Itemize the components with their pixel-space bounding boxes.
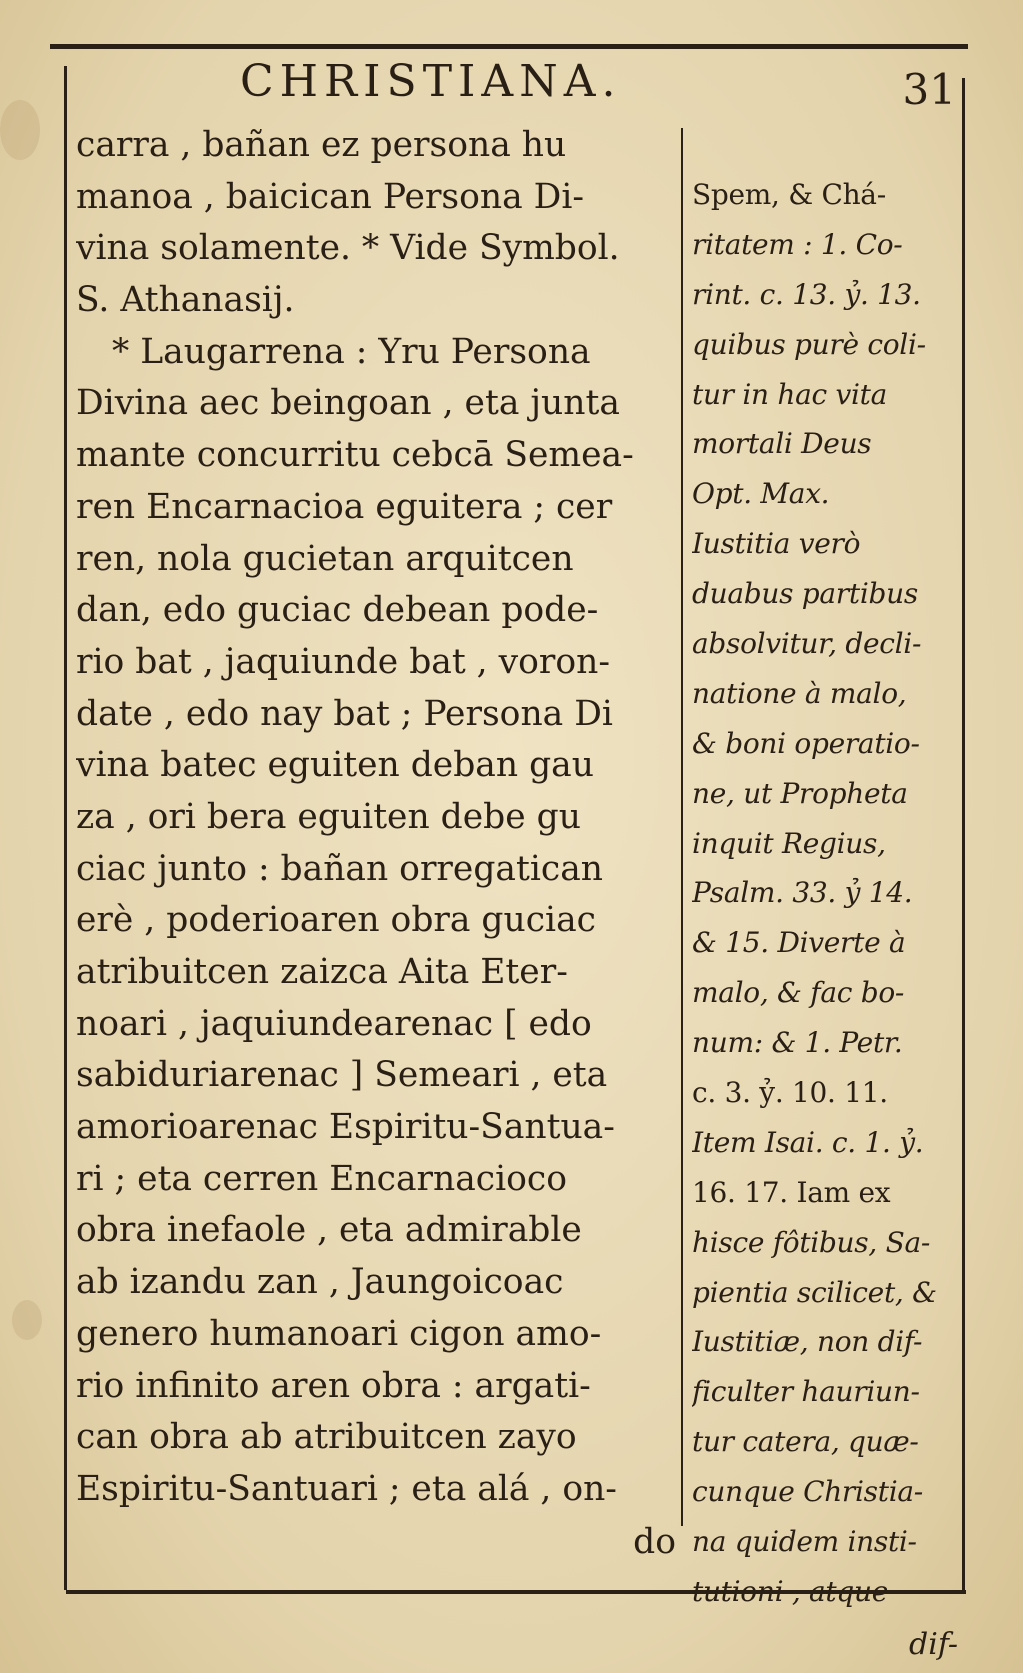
- text-line: vina batec eguiten deban gau: [76, 745, 594, 786]
- catchword: do: [633, 1521, 676, 1562]
- marginal-note-line: 16. 17. Iam ex: [692, 1175, 891, 1209]
- marginal-note-line: cunque Christia-: [692, 1475, 923, 1509]
- text-line: sabiduriarenac ] Semeari , eta: [76, 1055, 608, 1096]
- text-line: rio infinito aren obra : argati-: [76, 1365, 591, 1406]
- marginal-note-line: & boni operatio-: [692, 726, 920, 760]
- text-line: amorioarenac Espiritu-Santua-: [76, 1107, 615, 1148]
- text-line: ri ; eta cerren Encarnacioco: [76, 1158, 568, 1199]
- text-line: noari , jaquiundearenac [ edo: [76, 1003, 592, 1044]
- text-line: rio bat , jaquiunde bat , voron-: [76, 641, 611, 682]
- text-line: obra inefaole , eta admirable: [76, 1210, 582, 1251]
- marginal-note-line: & 15. Diverte à: [692, 926, 906, 960]
- top-border-rule: [50, 44, 968, 49]
- text-line: genero humanoari cigon amo-: [76, 1313, 602, 1354]
- foxing-stain: [12, 1300, 42, 1340]
- page-number: 31: [902, 65, 956, 114]
- text-line: ciac junto : bañan orregatican: [76, 848, 604, 889]
- text-line: ren, nola gucietan arquitcen: [76, 538, 574, 579]
- marginal-note-line: na quidem insti-: [692, 1525, 917, 1559]
- text-line: erè , poderioaren obra guciac: [76, 900, 596, 941]
- marginal-note-line: Iustitiæ, non dif-: [692, 1325, 923, 1359]
- text-line: can obra ab atribuitcen zayo: [76, 1417, 577, 1458]
- text-line: ab izandu zan , Jaungoicoac: [76, 1262, 564, 1303]
- marginal-note-line: Opt. Max.: [692, 477, 830, 511]
- right-border-rule: [962, 78, 965, 1590]
- text-line: za , ori bera eguiten debe gu: [76, 796, 581, 837]
- text-line: mante concurritu cebcā Semea-: [76, 435, 634, 476]
- text-line: carra , bañan ez persona hu: [76, 125, 567, 165]
- main-text-column: [76, 120, 676, 1568]
- marginal-note-line: duabus partibus: [692, 577, 918, 611]
- marginal-note-line: Spem, & Chá-: [692, 178, 886, 211]
- marginal-note-line: rint. c. 13. ỷ. 13.: [692, 277, 921, 311]
- marginal-note-line: ficulter hauriun-: [692, 1375, 920, 1409]
- text-line: dan, edo guciac debean pode-: [76, 590, 599, 631]
- marginal-note-line: c. 3. ỷ. 10. 11.: [692, 1076, 888, 1110]
- marginal-note-line: quibus purè coli-: [692, 327, 926, 361]
- text-line: * Laugarrena : Yru Persona: [112, 331, 591, 372]
- marginal-note-line: ne, ut Propheta: [692, 776, 908, 810]
- marginal-note-column: [692, 170, 958, 1671]
- column-divider-rule: [681, 128, 683, 1526]
- marginal-note-line: Item Isai. c. 1. ỷ.: [692, 1125, 924, 1159]
- marginal-note-line: absolvitur, decli-: [692, 627, 922, 661]
- text-line: vina solamente. * Vide Symbol.: [76, 228, 620, 269]
- marginal-note-line: num: & 1. Petr.: [692, 1026, 903, 1060]
- foxing-stain: [0, 100, 40, 160]
- text-line: manoa , baicican Persona Di-: [76, 176, 585, 217]
- marginal-note-line: natione à malo,: [692, 676, 907, 710]
- text-line: Divina aec beingoan , eta junta: [76, 383, 620, 424]
- left-border-rule: [64, 66, 67, 1590]
- marginal-note-line: inquit Regius,: [692, 826, 886, 860]
- text-line: ren Encarnacioa eguitera ; cer: [76, 486, 613, 527]
- marginal-note-line: hisce fôtibus, Sa-: [692, 1225, 931, 1259]
- text-line: date , edo nay bat ; Persona Di: [76, 693, 613, 734]
- marginal-note-line: tur in hac vita: [692, 377, 887, 411]
- marginal-note-line: mortali Deus: [692, 427, 872, 461]
- marginal-note-line: ritatem : 1. Co-: [692, 227, 903, 261]
- marginal-note-line: pientia scilicet, &: [692, 1275, 937, 1309]
- text-line: Espiritu-Santuari ; eta alá , on-: [76, 1468, 617, 1509]
- marginal-note-line: tur catera, quæ-: [692, 1425, 919, 1459]
- text-line: S. Athanasij.: [76, 280, 295, 321]
- marginal-catchword: dif-: [909, 1626, 958, 1662]
- running-head: CHRISTIANA.: [240, 56, 622, 107]
- marginal-note-line: malo, & fac bo-: [692, 976, 905, 1010]
- marginal-note-line: Iustitia verò: [692, 527, 861, 561]
- marginal-note-line: tutioni , atque: [692, 1574, 889, 1608]
- marginal-note-line: Psalm. 33. ỷ 14.: [692, 876, 913, 910]
- text-line: atribuitcen zaizca Aita Eter-: [76, 952, 568, 992]
